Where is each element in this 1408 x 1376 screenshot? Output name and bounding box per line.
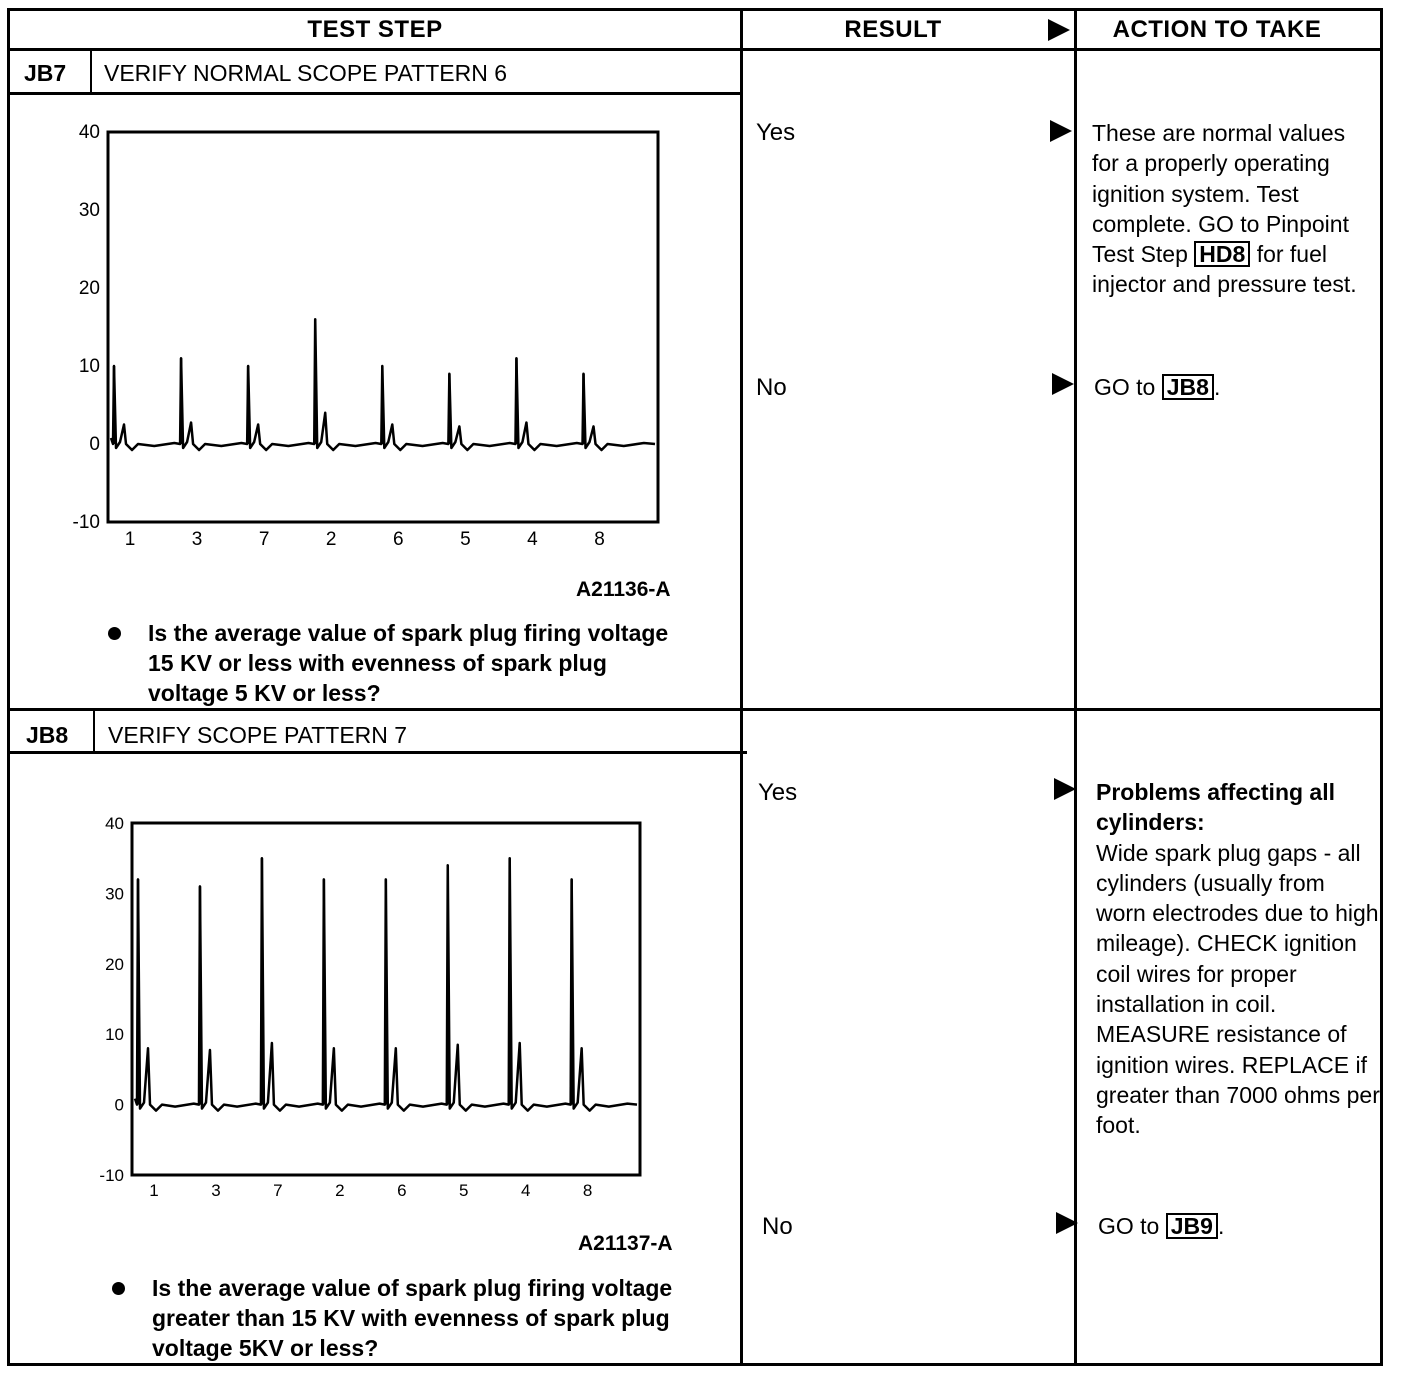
cylinder-label: 3	[191, 529, 203, 550]
question-text: Is the average value of spark plug firing voltage greater than 15 KV with evenness of spark plug voltage 5KV or less?	[152, 1275, 673, 1361]
y-tick-label: 10	[78, 356, 100, 377]
cylinder-label: 7	[273, 1181, 283, 1200]
question-text: Is the average value of spark plug firing voltage 15 KV or less with evenness of spark plug voltage 5 KV or less?	[148, 620, 669, 706]
y-tick-label: 0	[89, 434, 100, 455]
action-no	[1094, 372, 1374, 402]
result-no: No	[756, 374, 787, 401]
step-id: JB8	[26, 722, 69, 748]
cylinder-label: 6	[393, 529, 404, 550]
action-yes	[1096, 777, 1380, 1141]
cylinder-label: 4	[527, 529, 538, 550]
arrow-icon	[1056, 1212, 1078, 1234]
header-result: RESULT	[844, 16, 942, 43]
action-text: Wide spark plug gaps - all cylinders (usually from worn electrodes due to high mileage). CHECK ignition coil wires for proper installation in coil. MEASURE resistance of ignition wires. REPLACE if greater than 7000 ohms per foot.	[1096, 839, 1380, 1139]
header-action: ACTION TO TAKE	[1112, 16, 1322, 43]
step-id-divider	[90, 51, 92, 93]
arrow-icon	[1050, 120, 1072, 142]
scope-chart	[40, 110, 740, 590]
action-text: GO to	[1098, 1213, 1160, 1239]
action-heading: Problems affecting all cylinders:	[1096, 779, 1336, 836]
y-tick-label: -10	[99, 1166, 124, 1185]
step-ref-link[interactable]: JB8	[1162, 374, 1214, 400]
action-text-after: .	[1217, 1213, 1225, 1239]
step-title-rule	[7, 92, 740, 95]
bullet-icon	[108, 627, 121, 640]
step-id-divider	[93, 711, 95, 753]
cylinder-label: 4	[520, 1181, 531, 1200]
bullet-icon	[112, 1282, 125, 1295]
column-divider-1	[740, 8, 743, 1366]
arrow-icon	[1048, 19, 1070, 41]
cylinder-label: 8	[594, 529, 605, 550]
cylinder-label: 3	[211, 1181, 221, 1200]
y-tick-label: -10	[72, 512, 100, 533]
result-yes: Yes	[756, 119, 796, 146]
cylinder-label: 7	[258, 529, 270, 550]
step-ref-link[interactable]: JB9	[1166, 1213, 1218, 1239]
cylinder-label: 1	[149, 1181, 159, 1200]
y-tick-label: 40	[78, 122, 100, 143]
step-title: VERIFY SCOPE PATTERN 7	[108, 722, 408, 748]
cylinder-label: 5	[460, 529, 471, 550]
result-yes: Yes	[758, 779, 798, 806]
step-title-rule	[7, 751, 747, 754]
column-divider-2	[1074, 8, 1077, 1366]
scope-trace	[135, 858, 637, 1110]
step-ref-link[interactable]: HD8	[1194, 241, 1250, 267]
plot-frame	[108, 132, 658, 522]
y-tick-label: 0	[114, 1095, 124, 1115]
y-tick-label: 30	[78, 200, 100, 221]
cylinder-label: 5	[459, 1181, 469, 1200]
action-text-after: .	[1213, 374, 1221, 400]
cylinder-label: 6	[397, 1181, 407, 1200]
y-tick-label: 30	[105, 884, 124, 904]
arrow-icon	[1054, 778, 1076, 800]
cylinder-label: 2	[335, 1181, 345, 1200]
action-yes	[1092, 118, 1372, 300]
y-tick-label: 20	[78, 278, 100, 299]
y-tick-label: 20	[105, 954, 124, 974]
scope-trace	[111, 319, 655, 450]
step-divider	[7, 708, 1383, 711]
action-text: These are normal values for a properly operating ignition system. Test complete. GO to Pinpoint Test Step	[1092, 120, 1349, 268]
figure-id: A21137-A	[578, 1232, 673, 1255]
action-text: GO to	[1094, 374, 1156, 400]
cylinder-label: 2	[325, 529, 337, 550]
action-text-after: for fuel injector and pressure test.	[1092, 241, 1357, 298]
header-test-step: TEST STEP	[307, 16, 443, 43]
cylinder-label: 1	[124, 529, 136, 550]
arrow-icon	[1052, 373, 1074, 395]
step-id: JB7	[24, 60, 67, 86]
figure-id: A21136-A	[576, 578, 671, 601]
y-tick-label: 10	[105, 1025, 124, 1045]
y-tick-label: 40	[105, 814, 124, 833]
action-no	[1098, 1211, 1378, 1241]
step-title: VERIFY NORMAL SCOPE PATTERN 6	[104, 60, 508, 86]
header-rule	[7, 48, 1383, 51]
cylinder-label: 8	[582, 1181, 593, 1200]
result-no: No	[762, 1213, 793, 1240]
scope-chart	[80, 805, 740, 1225]
